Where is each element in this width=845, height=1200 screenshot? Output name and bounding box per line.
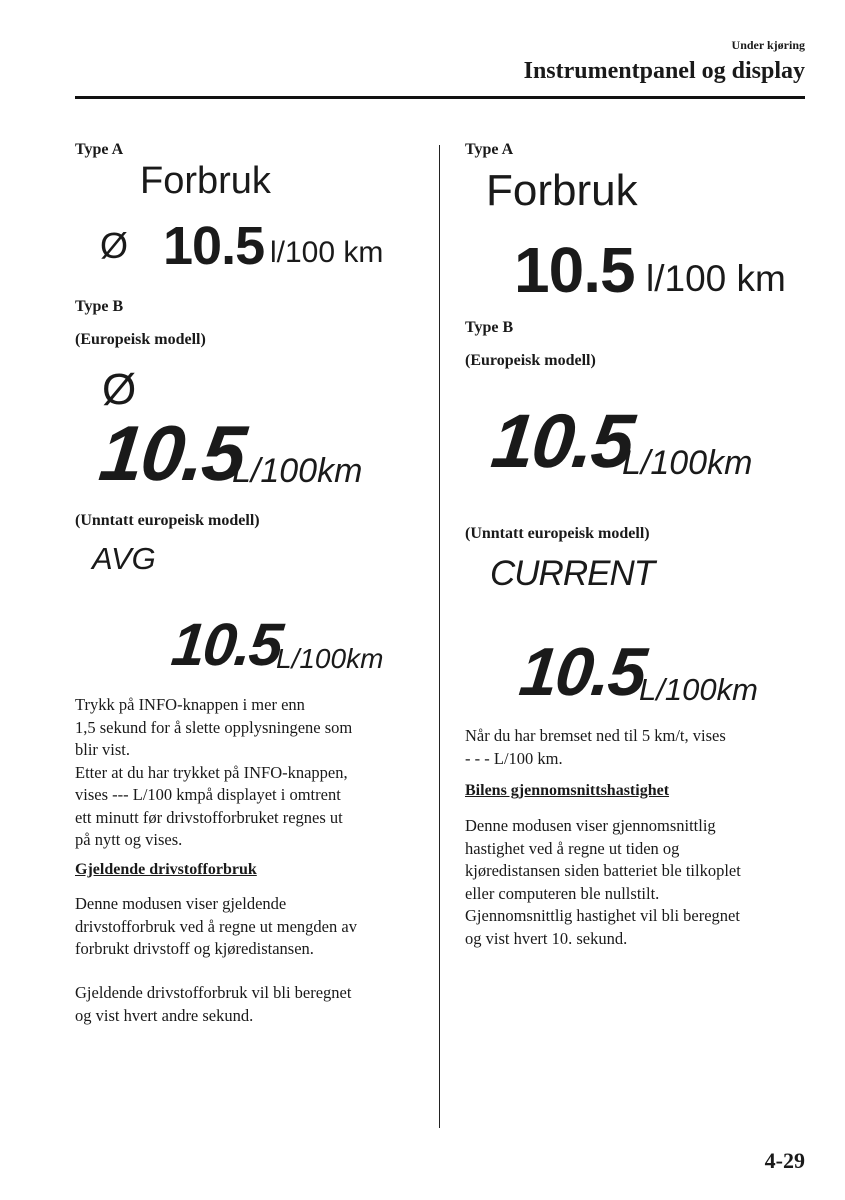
text-line: og vist hvert 10. sekund.: [465, 928, 628, 948]
text-line: Gjennomsnittlig hastighet vil bli beregnet: [465, 906, 740, 925]
text-line: Når du har bremset ned til 5 km/t, vises: [465, 726, 726, 745]
right-europe-value: 10.5: [487, 399, 637, 484]
text-line: på nytt og vises.: [75, 830, 183, 849]
right-europe-unit: L/100km: [622, 444, 753, 482]
right-type-b-label: Type B: [465, 319, 514, 336]
right-type-a-unit: l/100 km: [646, 258, 786, 299]
header-divider: [75, 96, 805, 99]
text-line: ett minutt før drivstofforbruket regnes ut: [75, 807, 343, 827]
text-line: Denne modusen viser gjeldende: [75, 894, 287, 913]
page-title: Instrumentpanel og display: [523, 58, 805, 84]
left-europe-avg-symbol: Ø: [102, 365, 137, 414]
text-line: 1,5 sekund for å slette opplysningene som: [75, 717, 353, 737]
right-europe-label: (Europeisk modell): [465, 352, 596, 369]
right-non-europe-value: 10.5: [516, 634, 649, 710]
text-line: og vist hvert andre sekund.: [75, 1005, 254, 1025]
page-number: 4-29: [764, 1148, 805, 1173]
right-paragraph-1: [465, 725, 815, 770]
left-type-a-unit: l/100 km: [270, 236, 384, 269]
left-section-heading: Gjeldende drivstofforbruk: [75, 861, 257, 878]
left-paragraph-1: [75, 694, 425, 852]
column-divider: [439, 145, 440, 1128]
right-type-a-value: 10.5: [514, 234, 635, 306]
text-line: hastighet ved å regne ut tiden og: [465, 838, 680, 858]
right-non-europe-label: (Unntatt europeisk modell): [465, 525, 650, 542]
left-type-a-avg-symbol: Ø: [100, 225, 129, 266]
text-line: Gjeldende drivstofforbruk vil bli beregnet: [75, 983, 352, 1002]
text-line: - - - L/100 km.: [465, 748, 563, 768]
text-line: Trykk på INFO-knappen i mer enn: [75, 695, 305, 714]
left-non-europe-mode: AVG: [92, 541, 156, 576]
text-line: forbrukt drivstoff og kjøredistansen.: [75, 939, 314, 958]
left-europe-label: (Europeisk modell): [75, 331, 206, 348]
left-europe-value: 10.5: [95, 409, 249, 497]
text-line: kjøredistansen siden batteriet ble tilkoplet: [465, 861, 741, 880]
section-label: Under kjøring: [731, 38, 805, 52]
text-line: Etter at du har trykket på INFO-knappen,: [75, 762, 348, 782]
right-section-heading: Bilens gjennomsnittshastighet: [465, 782, 670, 799]
left-paragraph-2: [75, 893, 425, 961]
right-non-europe-unit: L/100km: [639, 672, 758, 707]
text-line: drivstofforbruk ved å regne ut mengden av: [75, 916, 357, 936]
left-type-a-label: Type A: [75, 141, 124, 158]
left-non-europe-value: 10.5: [168, 611, 285, 678]
left-non-europe-unit: L/100km: [276, 643, 384, 674]
text-line: blir vist.: [75, 740, 131, 759]
left-europe-unit: L/100km: [232, 452, 363, 490]
left-type-a-value: 10.5: [163, 216, 265, 276]
left-type-a-display-title: Forbruk: [140, 160, 271, 202]
text-line: Denne modusen viser gjennomsnittlig: [465, 816, 716, 835]
right-type-a-label: Type A: [465, 141, 514, 158]
left-paragraph-3: [75, 982, 425, 1027]
right-non-europe-mode: CURRENT: [490, 554, 655, 593]
left-type-b-label: Type B: [75, 298, 124, 315]
text-line: eller computeren ble nullstilt.: [465, 883, 660, 903]
right-paragraph-2: [465, 815, 815, 950]
right-type-a-display-title: Forbruk: [486, 166, 638, 215]
text-line: vises --- L/100 kmpå displayet i omtrent: [75, 785, 341, 804]
left-non-europe-label: (Unntatt europeisk modell): [75, 512, 260, 529]
